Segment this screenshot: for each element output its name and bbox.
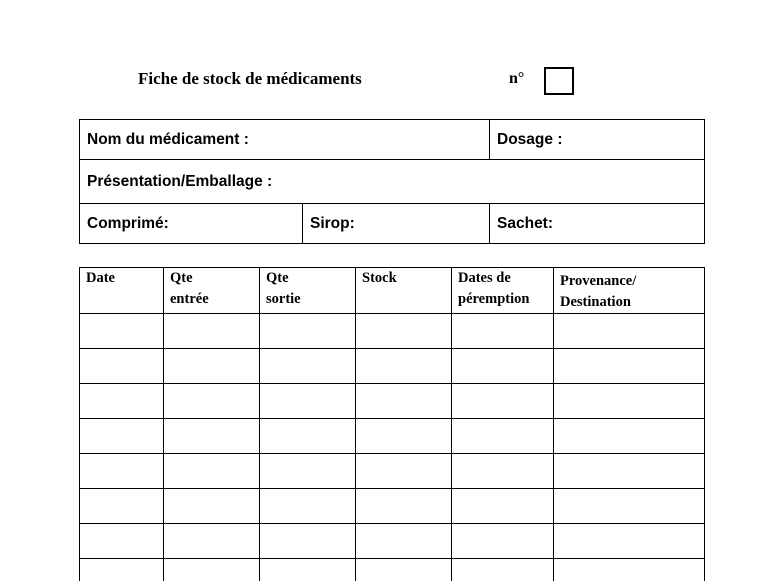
- form-number-label: n°: [509, 70, 525, 87]
- cell-date[interactable]: [80, 384, 164, 419]
- cell-date[interactable]: [80, 419, 164, 454]
- cell-qte-entree[interactable]: [164, 559, 260, 581]
- cell-qte-sortie[interactable]: [260, 419, 356, 454]
- cell-dates-peremption[interactable]: [452, 314, 554, 349]
- cell-qte-sortie[interactable]: [260, 489, 356, 524]
- cell-stock[interactable]: [356, 384, 452, 419]
- sirop-label: Sirop:: [310, 214, 355, 232]
- sirop-field[interactable]: [303, 204, 490, 244]
- cell-dates-peremption[interactable]: [452, 384, 554, 419]
- table-row: [80, 384, 705, 419]
- medication-name-field[interactable]: [80, 120, 490, 160]
- comprime-field[interactable]: [80, 204, 303, 244]
- cell-qte-sortie[interactable]: [260, 384, 356, 419]
- cell-provenance-destination[interactable]: [554, 384, 705, 419]
- cell-provenance-destination[interactable]: [554, 349, 705, 384]
- cell-stock[interactable]: [356, 314, 452, 349]
- stock-table: [79, 267, 705, 581]
- cell-qte-entree[interactable]: [164, 489, 260, 524]
- cell-qte-sortie[interactable]: [260, 524, 356, 559]
- cell-dates-peremption[interactable]: [452, 559, 554, 581]
- cell-stock[interactable]: [356, 454, 452, 489]
- column-header-date: Date: [80, 268, 164, 314]
- cell-date[interactable]: [80, 314, 164, 349]
- sachet-label: Sachet:: [497, 214, 554, 232]
- comprime-label: Comprimé:: [87, 214, 169, 232]
- cell-qte-sortie[interactable]: [260, 349, 356, 384]
- cell-stock[interactable]: [356, 524, 452, 559]
- cell-provenance-destination[interactable]: [554, 559, 705, 581]
- table-row: [80, 524, 705, 559]
- cell-dates-peremption[interactable]: [452, 419, 554, 454]
- table-row: [80, 419, 705, 454]
- column-header-provenance-destination: Provenance/ Destination: [554, 268, 705, 314]
- cell-provenance-destination[interactable]: [554, 419, 705, 454]
- table-row: [80, 559, 705, 581]
- cell-qte-entree[interactable]: [164, 419, 260, 454]
- cell-stock[interactable]: [356, 349, 452, 384]
- column-header-qte-sortie: Qte sortie: [260, 268, 356, 314]
- form-number-field[interactable]: [544, 67, 574, 95]
- cell-stock[interactable]: [356, 419, 452, 454]
- cell-date[interactable]: [80, 349, 164, 384]
- cell-qte-entree[interactable]: [164, 314, 260, 349]
- column-header-dates-peremption: Dates de péremption: [452, 268, 554, 314]
- cell-qte-entree[interactable]: [164, 524, 260, 559]
- cell-date[interactable]: [80, 454, 164, 489]
- table-row: [80, 314, 705, 349]
- cell-qte-sortie[interactable]: [260, 454, 356, 489]
- cell-stock[interactable]: [356, 489, 452, 524]
- cell-qte-entree[interactable]: [164, 349, 260, 384]
- cell-dates-peremption[interactable]: [452, 524, 554, 559]
- medication-info-table: [79, 119, 705, 244]
- dosage-field[interactable]: [490, 120, 705, 160]
- cell-date[interactable]: [80, 489, 164, 524]
- cell-qte-entree[interactable]: [164, 384, 260, 419]
- cell-provenance-destination[interactable]: [554, 524, 705, 559]
- cell-dates-peremption[interactable]: [452, 349, 554, 384]
- column-header-qte-entree: Qte entrée: [164, 268, 260, 314]
- sachet-field[interactable]: [490, 204, 705, 244]
- table-row: [80, 489, 705, 524]
- cell-date[interactable]: [80, 524, 164, 559]
- medication-name-label: Nom du médicament :: [87, 130, 249, 148]
- dosage-label: Dosage :: [497, 130, 563, 148]
- cell-provenance-destination[interactable]: [554, 314, 705, 349]
- cell-provenance-destination[interactable]: [554, 454, 705, 489]
- cell-qte-sortie[interactable]: [260, 559, 356, 581]
- form-title: Fiche de stock de médicaments: [138, 69, 362, 88]
- cell-dates-peremption[interactable]: [452, 454, 554, 489]
- cell-dates-peremption[interactable]: [452, 489, 554, 524]
- cell-stock[interactable]: [356, 559, 452, 581]
- cell-date[interactable]: [80, 559, 164, 581]
- table-row: [80, 349, 705, 384]
- presentation-label: Présentation/Emballage :: [87, 172, 273, 190]
- stock-table-header: [80, 268, 705, 314]
- table-row: [80, 454, 705, 489]
- column-header-stock: Stock: [356, 268, 452, 314]
- presentation-field[interactable]: [80, 160, 705, 204]
- cell-qte-entree[interactable]: [164, 454, 260, 489]
- cell-qte-sortie[interactable]: [260, 314, 356, 349]
- cell-provenance-destination[interactable]: [554, 489, 705, 524]
